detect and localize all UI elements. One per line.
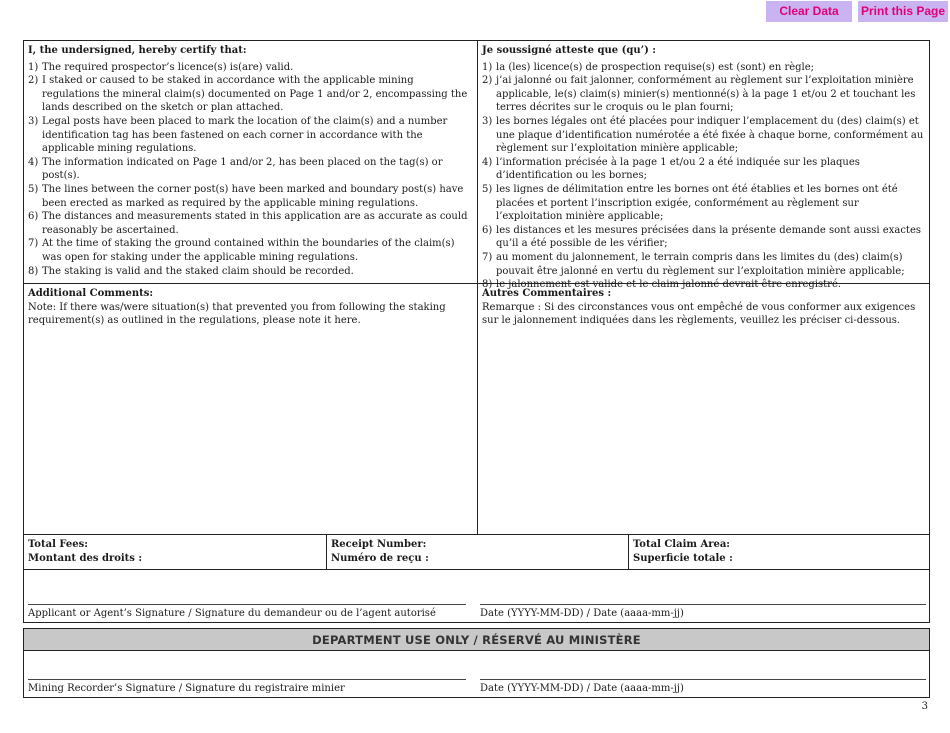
receipt-number-label-fr: Numéro de reçu :	[331, 552, 429, 564]
item-text: les bornes légales ont été placées pour indiquer l’emplacement du (des) claim(s) et une plaque d’identification numérotée a été fixée à chaque borne, conformément au règlement sur l’exploitation minière applicable;	[496, 115, 924, 155]
certification-heading-fr: Je soussigné atteste que (qu’) :	[482, 45, 656, 56]
comments-field-en[interactable]	[24, 284, 477, 534]
item-number: 4)	[482, 156, 493, 168]
certification-item	[482, 115, 925, 156]
certification-item	[28, 156, 473, 183]
comments-note-en: Note: If there was/were situation(s) that prevented you from following the staking requirement(s) as outlined in the regulations, please note it here.	[28, 301, 446, 327]
item-text: At the time of staking the ground contained within the boundaries of the claim(s) was open for staking under the applicable mining regulations.	[42, 238, 455, 263]
applicant-signature-field[interactable]	[28, 604, 466, 620]
item-text: The information indicated on Page 1 and/or 2, has been placed on the tag(s) or post(s).	[42, 156, 443, 182]
certification-list-en	[28, 61, 473, 279]
certification-section	[23, 40, 930, 291]
comments-heading-fr: Autres Commentaires :	[482, 288, 612, 299]
applicant-signature-section	[23, 569, 930, 623]
receipt-number-field[interactable]	[326, 535, 628, 569]
item-number: 5)	[482, 183, 493, 195]
item-number: 8)	[28, 265, 39, 277]
recorder-date-label: Date (YYYY-MM-DD) / Date (aaaa-mm-jj)	[480, 683, 684, 694]
item-number: 6)	[28, 211, 39, 223]
item-text: I staked or caused to be staked in accordance with the applicable mining regulations the mineral claim(s) documented on Page 1 and/or 2, encompassing the lands described on the sketch or plan attached.	[42, 75, 468, 114]
total-claim-area-field[interactable]	[628, 535, 929, 569]
mining-recorder-signature-label: Mining Recorder’s Signature / Signature du registraire minier	[28, 683, 345, 694]
print-page-button[interactable]: Print this Page	[858, 1, 948, 22]
applicant-signature-label: Applicant or Agent’s Signature / Signature du demandeur ou de l’agent autorisé	[28, 608, 436, 619]
item-text: Legal posts have been placed to mark the location of the claim(s) and a number identification tag has been fastened on each corner in accordance with the applicable mining regulations.	[42, 115, 448, 155]
item-number: 1)	[482, 61, 493, 73]
item-text: j’ai jalonné ou fait jalonner, conformément au règlement sur l’exploitation minière applicable, le(s) claim(s) minier(s) mentionné(s) à la page 1 et/ou 2 et touchant les terres décrites sur le croquis ou le plan fourni;	[496, 75, 916, 114]
certification-item	[28, 74, 473, 115]
item-number: 4)	[28, 156, 39, 168]
certification-item	[28, 115, 473, 156]
certification-list-fr	[482, 61, 925, 292]
applicant-date-field[interactable]	[480, 604, 926, 620]
total-fees-field[interactable]	[24, 535, 326, 569]
item-text: les distances et les mesures précisées dans la présente demande sont aussi exactes qu’il a été possible de les vérifier;	[496, 224, 921, 250]
certification-heading-en: I, the undersigned, hereby certify that:	[28, 45, 247, 56]
certification-item	[28, 61, 473, 75]
total-fees-label-en: Total Fees:	[28, 539, 88, 550]
item-text: au moment du jalonnement, le terrain compris dans les limites du (des) claim(s) pouvait être jalonné en vertu du règlement sur l’exploitation minière applicable;	[496, 251, 905, 277]
item-text: le jalonnement est valide et le claim jalonné devrait être enregistré.	[496, 279, 842, 291]
certification-item	[482, 156, 925, 183]
certification-item	[28, 183, 473, 210]
comments-heading-en: Additional Comments:	[28, 288, 154, 299]
item-number: 1)	[28, 61, 39, 73]
department-use-section	[23, 628, 930, 698]
item-text: la (les) licence(s) de prospection requise(s) est (sont) en règle;	[496, 61, 815, 73]
item-text: The distances and measurements stated in this application are as accurate as could reasonably be ascertained.	[42, 211, 468, 236]
item-text: The lines between the corner post(s) have been marked and boundary post(s) have been erected as marked as required by the applicable mining regulations.	[42, 183, 464, 209]
mining-recorder-signature-field[interactable]	[28, 679, 466, 695]
item-text: l’information précisée à la page 1 et/ou 2 a été indiquée sur les plaques d’identification ou les bornes;	[496, 156, 860, 182]
comments-field-fr[interactable]	[477, 284, 929, 534]
certification-item	[482, 74, 925, 115]
certification-english	[24, 41, 477, 283]
item-text: The staking is valid and the staked claim should be recorded.	[42, 265, 354, 277]
item-number: 3)	[482, 115, 493, 127]
page-number: 3	[921, 701, 928, 712]
clear-data-button[interactable]: Clear Data	[766, 1, 852, 22]
item-number: 5)	[28, 183, 39, 195]
certification-item	[482, 224, 925, 251]
fees-row	[23, 534, 930, 570]
recorder-date-field[interactable]	[480, 679, 926, 695]
total-claim-area-label-en: Total Claim Area:	[633, 539, 731, 550]
comments-section	[23, 283, 930, 535]
certification-item	[28, 265, 473, 279]
certification-item	[482, 251, 925, 278]
certification-item	[482, 183, 925, 224]
item-number: 6)	[482, 224, 493, 236]
certification-item	[482, 61, 925, 75]
certification-item	[28, 210, 473, 237]
applicant-date-label: Date (YYYY-MM-DD) / Date (aaaa-mm-jj)	[480, 608, 684, 619]
total-fees-label-fr: Montant des droits :	[28, 552, 143, 564]
item-number: 7)	[28, 238, 39, 250]
item-text: The required prospector’s licence(s) is(are) valid.	[42, 61, 294, 73]
comments-note-fr: Remarque : Si des circonstances vous ont empêché de vous conformer aux exigences sur le jalonnement indiquées dans les règlements, veuillez les préciser ci-dessous.	[482, 301, 916, 327]
total-claim-area-label-fr: Superficie totale :	[633, 552, 733, 564]
item-number: 8)	[482, 279, 493, 291]
item-number: 3)	[28, 115, 39, 127]
certification-french	[477, 41, 929, 291]
item-number: 2)	[28, 75, 39, 87]
department-use-header: DEPARTMENT USE ONLY / RÉSERVÉ AU MINISTÈRE	[24, 629, 929, 651]
certification-item	[28, 237, 473, 264]
item-text: les lignes de délimitation entre les bornes ont été établies et les bornes ont été placées et portent l’inscription exigée, conformément au règlement sur l’exploitation minière applicable;	[496, 183, 898, 223]
receipt-number-label-en: Receipt Number:	[331, 539, 427, 550]
item-number: 2)	[482, 75, 493, 87]
item-number: 7)	[482, 251, 493, 263]
